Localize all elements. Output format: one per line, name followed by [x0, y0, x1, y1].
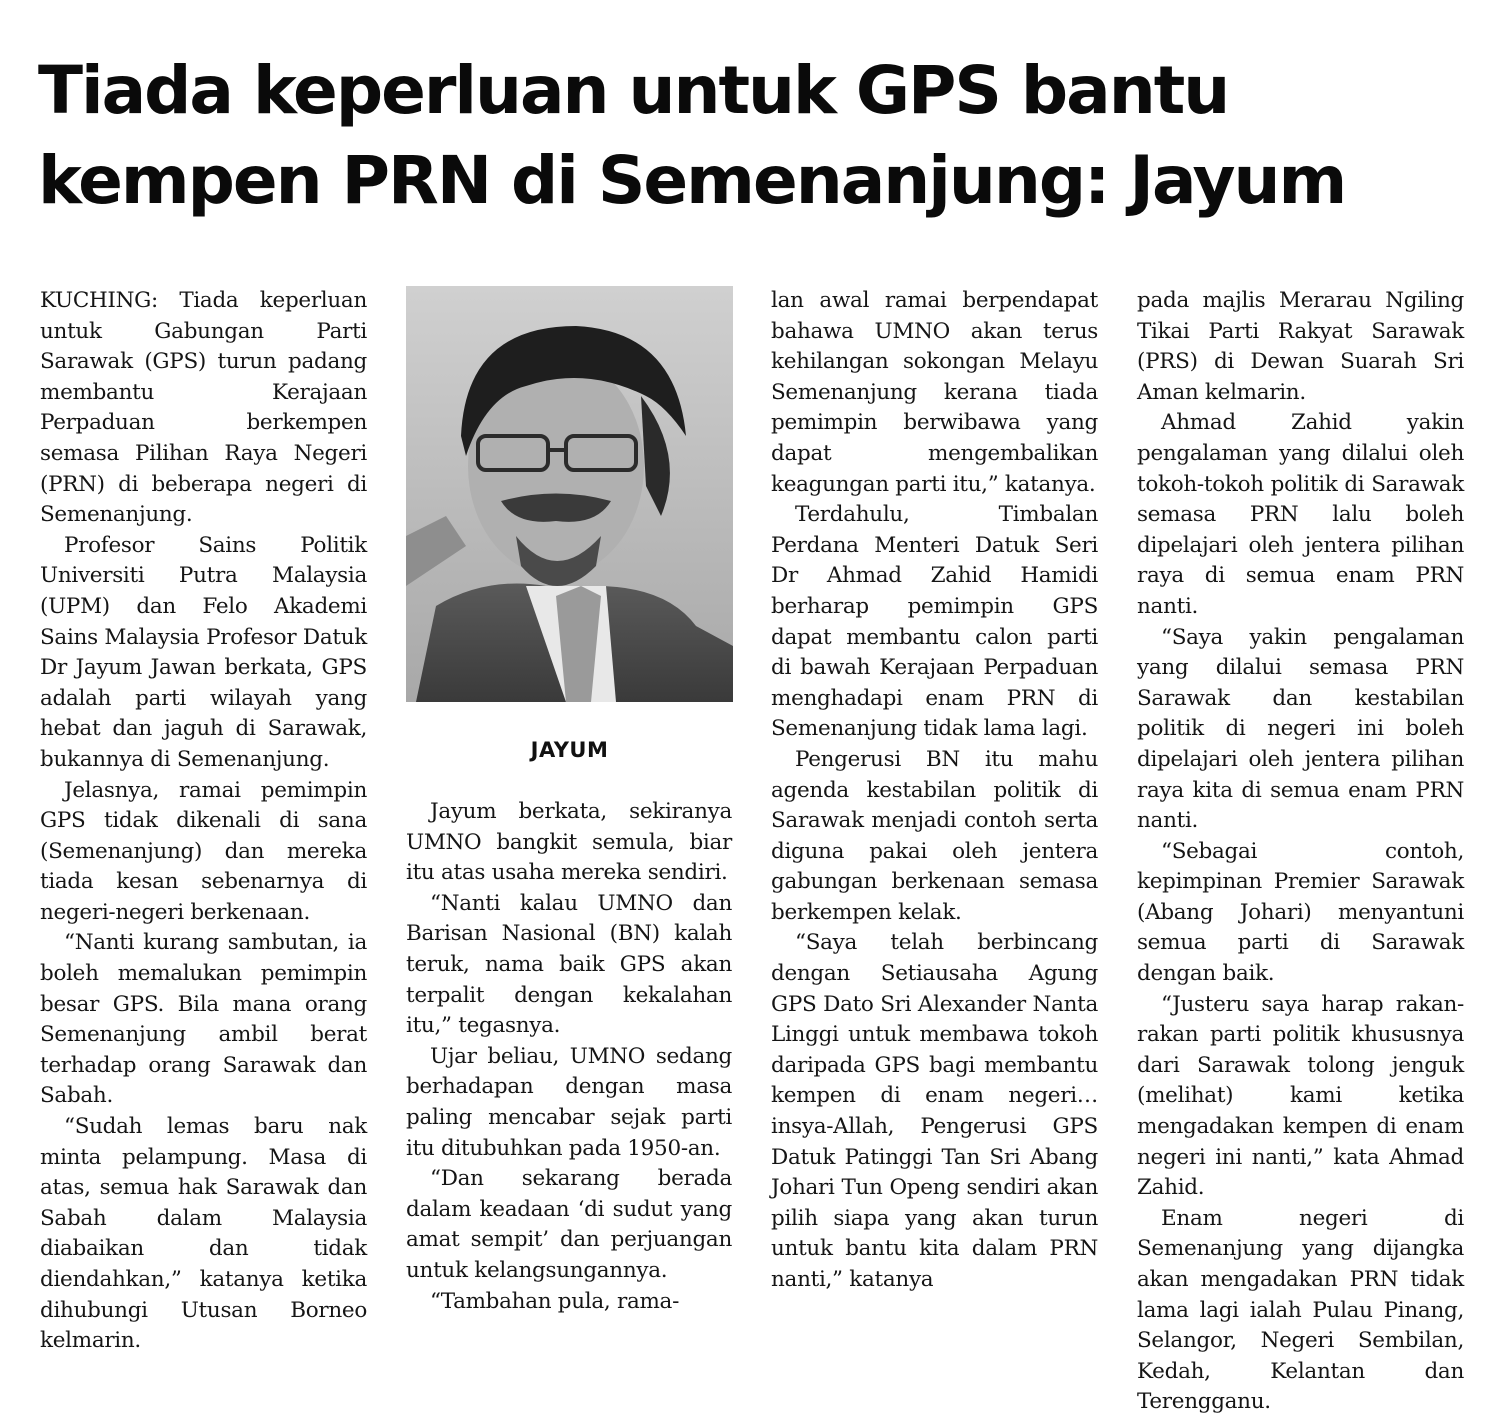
article-column-2: [406, 797, 732, 1317]
paragraph: “Saya telah berbincang dengan Setiausaha Agung GPS Dato Sri Alexander Nanta Linggi untuk membawa tokoh daripada GPS bagi membantu kempen di enam negeri…insya-Allah, Pengerusi GPS Datuk Patinggi Tan Sri Abang Johari Tun Openg sendiri akan pilih siapa yang akan turun untuk bantu kita dalam PRN nanti,” katanya: [771, 930, 1098, 1292]
paragraph: Ujar beliau, UMNO sedang berhadapan dengan masa paling mencabar sejak parti itu ditubuhkan pada 1950-an.: [406, 1043, 732, 1161]
paragraph: “Tambahan pula, rama-: [430, 1288, 680, 1314]
paragraph: [40, 286, 367, 531]
paragraph: Pengerusi BN itu mahu agenda kestabilan politik di Sarawak menjadi contoh serta diguna pakai oleh jentera gabungan berkenaan semasa berkempen kelak.: [771, 746, 1098, 925]
headline-line-2: kempen PRN di Semenanjung: Jayum: [38, 142, 1346, 219]
article-column-4: [1137, 286, 1464, 1418]
article-column-3: [771, 286, 1098, 1296]
paragraph: “Saya yakin pengalaman yang dilalui semasa PRN Sarawak dan kestabilan politik di negeri ini boleh dipelajari oleh jentera pilihan raya kita di semua enam PRN nanti.: [1137, 624, 1464, 834]
paragraph: “Nanti kurang sambutan, ia boleh memalukan pemimpin besar GPS. Bila mana orang Semenanjung ambil berat terhadap orang Sarawak dan Sabah.: [40, 930, 367, 1109]
paragraph: Ahmad Zahid yakin pengalaman yang dilalui oleh tokoh-tokoh politik di Sarawak semasa PRN lalu boleh dipelajari oleh jentera pilihan raya di semua enam PRN nanti.: [1137, 410, 1464, 619]
paragraph: “Sudah lemas baru nak minta pelampung. Masa di atas, semua hak Sarawak dan Sabah dalam Malaysia diabaikan dan tidak diendahkan,” katanya ketika dihubungi Utusan Borneo kelmarin.: [40, 1114, 367, 1354]
headline: [38, 46, 1478, 226]
paragraph: “Justeru saya harap rakan-rakan parti politik khususnya dari Sarawak tolong jenguk (melihat) kami ketika mengadakan kempen di enam negeri ini nanti,” kata Ahmad Zahid.: [1137, 991, 1464, 1201]
paragraph: Jelasnya, ramai pemimpin GPS tidak dikenali di sana (Semenanjung) dan mereka tiada kesan sebenarnya di negeri-negeri berkenaan.: [40, 777, 367, 925]
paragraph: “Dan sekarang berada dalam keadaan ‘di sudut yang amat sempit’ dan perjuangan untuk kelangsungannya.: [406, 1166, 732, 1283]
dateline: KUCHING:: [40, 288, 158, 313]
paragraph: “Nanti kalau UMNO dan Barisan Nasional (BN) kalah teruk, nama baik GPS akan terpalit dengan kekalahan itu,” tegasnya.: [406, 890, 732, 1039]
paragraph-text: Tiada keperluan untuk Gabungan Parti Sarawak (GPS) turun padang membantu Kerajaan Perpaduan berkempen semasa Pilihan Raya Negeri (PRN) di beberapa negeri di Semenanjung.: [40, 288, 367, 528]
photo-caption: JAYUM: [530, 738, 609, 762]
portrait-illustration: [406, 286, 733, 702]
paragraph: Enam negeri di Semenanjung yang dijangka akan mengadakan PRN tidak lama lagi ialah Pulau Pinang, Selangor, Negeri Sembilan, Kedah, Kelantan dan Terengganu.: [1137, 1205, 1464, 1415]
paragraph: lan awal ramai berpendapat bahawa UMNO akan terus kehilangan sokongan Melayu Semenanjung kerana tiada pemimpin berwibawa yang dapat mengembalikan keagungan parti itu,” katanya.: [771, 288, 1098, 497]
headline-line-1: Tiada keperluan untuk GPS bantu: [38, 52, 1229, 129]
paragraph: “Sebagai contoh, kepimpinan Premier Sarawak (Abang Johari) menyantuni semua parti di Sarawak dengan baik.: [1137, 838, 1464, 987]
paragraph: Jayum berkata, sekiranya UMNO bangkit semula, biar itu atas usaha mereka sendiri.: [406, 799, 732, 886]
article-column-1: [40, 286, 367, 1357]
portrait-photo: [406, 286, 733, 702]
paragraph: Terdahulu, Timbalan Perdana Menteri Datuk Seri Dr Ahmad Zahid Hamidi berharap pemimpin GPS dapat membantu calon parti di bawah Kerajaan Perpaduan menghadapi enam PRN di Semenanjung tidak lama lagi.: [771, 502, 1098, 742]
paragraph: Profesor Sains Politik Universiti Putra Malaysia (UPM) dan Felo Akademi Sains Malaysia Profesor Datuk Dr Jayum Jawan berkata, GPS adalah parti wilayah yang hebat dan jaguh di Sarawak, bukannya di Semenanjung.: [40, 532, 367, 772]
paragraph: pada majlis Merarau Ngiling Tikai Parti Rakyat Sarawak (PRS) di Dewan Suarah Sri Aman kelmarin.: [1137, 288, 1464, 405]
